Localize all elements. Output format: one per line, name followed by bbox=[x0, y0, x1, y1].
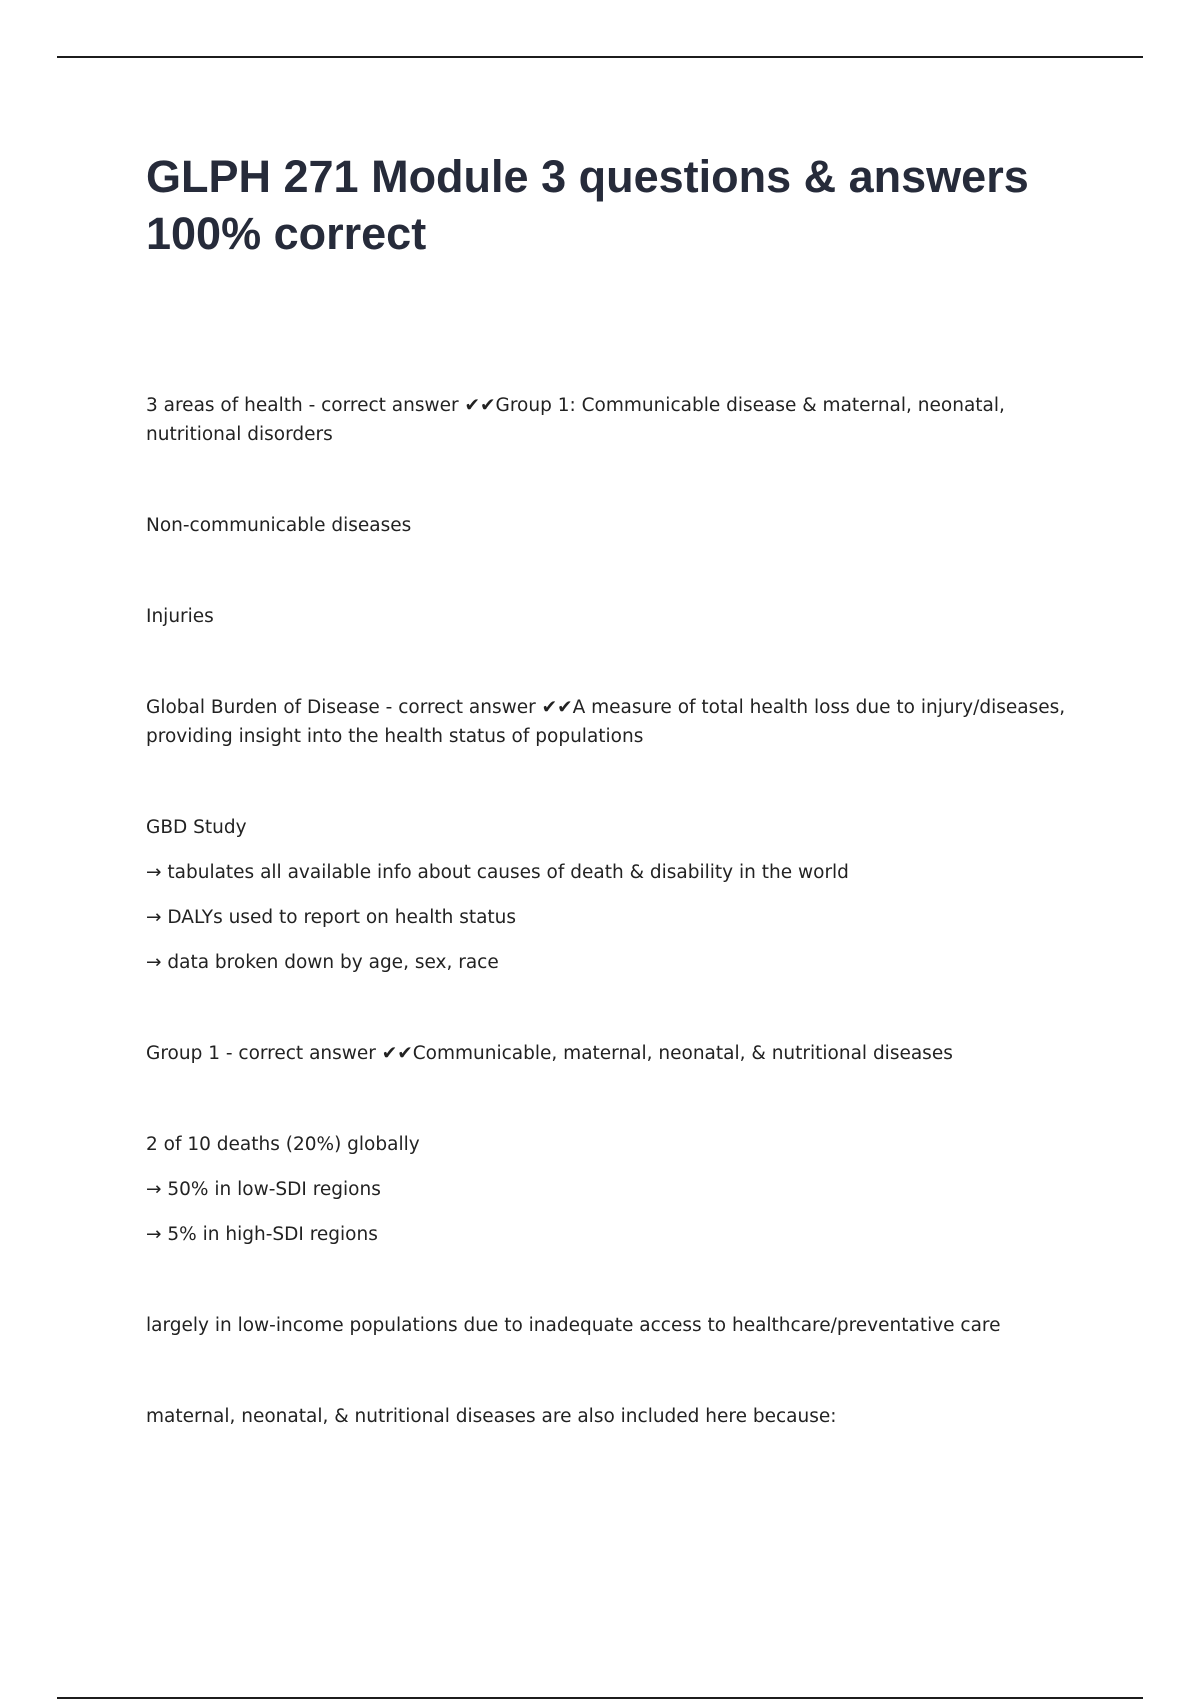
list-item: → DALYs used to report on health status bbox=[146, 907, 517, 928]
top-divider bbox=[57, 56, 1143, 58]
paragraph: Group 1 - correct answer ✔✔Communicable, maternal, neonatal, & nutritional diseases bbox=[146, 1043, 953, 1064]
paragraph: Non-communicable diseases bbox=[146, 515, 412, 536]
document-title: GLPH 271 Module 3 questions & answers 100% correct bbox=[146, 151, 1029, 259]
list-item: → 50% in low-SDI regions bbox=[146, 1179, 381, 1200]
paragraph: maternal, neonatal, & nutritional diseases are also included here because: bbox=[146, 1406, 837, 1427]
list-item: → data broken down by age, sex, race bbox=[146, 952, 499, 973]
bottom-divider bbox=[57, 1697, 1143, 1699]
paragraph: Injuries bbox=[146, 606, 214, 627]
paragraph: largely in low-income populations due to inadequate access to healthcare/preventative care bbox=[146, 1315, 1001, 1336]
document-body bbox=[146, 391, 1086, 1431]
list-item: → tabulates all available info about causes of death & disability in the world bbox=[146, 862, 849, 883]
paragraph: 3 areas of health - correct answer ✔✔Group 1: Communicable disease & maternal, neonatal, nutritional disorders bbox=[146, 395, 1005, 445]
list-item: → 5% in high-SDI regions bbox=[146, 1224, 378, 1245]
paragraph: GBD Study bbox=[146, 817, 247, 838]
paragraph: 2 of 10 deaths (20%) globally bbox=[146, 1134, 420, 1155]
paragraph: Global Burden of Disease - correct answer ✔✔A measure of total health loss due to injury/diseases, providing insight into the health status of populations bbox=[146, 697, 1066, 747]
